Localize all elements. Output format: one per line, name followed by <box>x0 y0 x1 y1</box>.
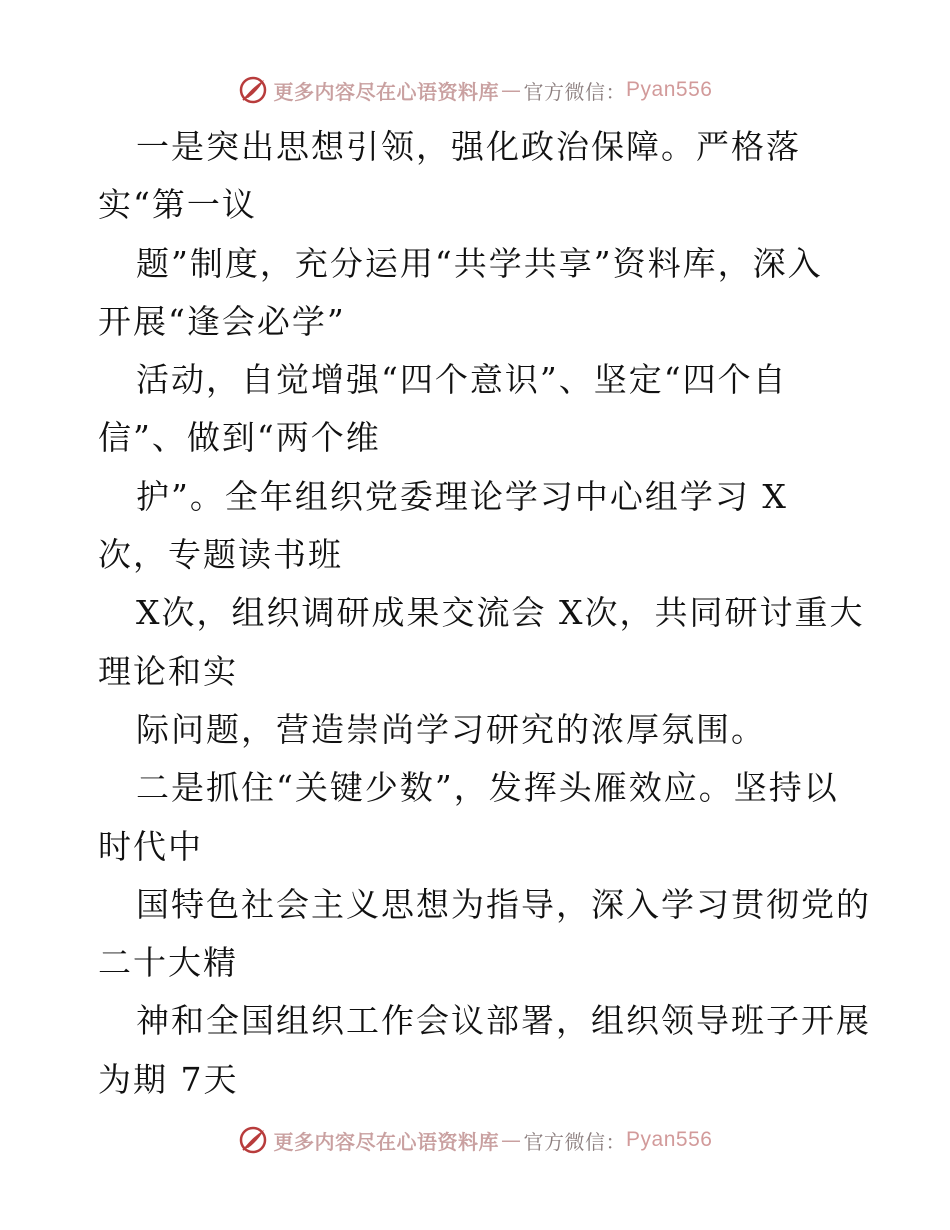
text-line: 实“第一议 <box>98 185 257 225</box>
text-line: 开展“逢会必学” <box>98 301 346 341</box>
text-line: 二十大精 <box>98 943 238 983</box>
text-line: 护”。全年组织党委理论学习中心组学习 X <box>136 476 788 516</box>
watermark-site-text: 更多内容尽在心语资料库 <box>273 79 500 104</box>
watermark-dash: — <box>501 78 522 102</box>
footer-watermark <box>0 1120 950 1160</box>
quill-pen-logo-icon <box>238 75 268 105</box>
document-body <box>98 118 871 1109</box>
text-line: 一是突出思想引领，强化政治保障。严格落 <box>136 127 801 166</box>
watermark-wechat-id: Pyan556 <box>626 78 713 101</box>
text-line: 信”、做到“两个维 <box>98 418 381 458</box>
text-line: 国特色社会主义思想为指导，深入学习贯彻党的 <box>136 884 871 924</box>
header-watermark <box>0 70 950 110</box>
text-line: 际问题，营造崇尚学习研究的浓厚氛围。 <box>136 709 766 749</box>
text-line: 二是抓住“关键少数”，发挥头雁效应。坚持以 <box>136 768 839 808</box>
text-line: 时代中 <box>98 826 203 866</box>
text-line: 为期 7天 <box>98 1059 239 1099</box>
watermark-site-text: 更多内容尽在心语资料库 <box>273 1129 500 1154</box>
text-line: 次，专题读书班 <box>98 535 343 575</box>
watermark-dash: — <box>501 1128 522 1152</box>
text-line: 理论和实 <box>98 651 238 691</box>
watermark-wechat-id: Pyan556 <box>626 1128 713 1151</box>
watermark-official-text: 官方微信： <box>523 1129 627 1154</box>
quill-pen-logo-icon <box>238 1125 268 1155</box>
text-line: X次，组织调研成果交流会 X次，共同研讨重大 <box>136 593 865 633</box>
text-line: 神和全国组织工作会议部署，组织领导班子开展 <box>136 1001 871 1041</box>
watermark-official-text: 官方微信： <box>523 79 627 104</box>
text-line: 活动，自觉增强“四个意识”、坚定“四个自 <box>136 360 788 400</box>
text-line: 题”制度，充分运用“共学共享”资料库，深入 <box>136 243 823 283</box>
